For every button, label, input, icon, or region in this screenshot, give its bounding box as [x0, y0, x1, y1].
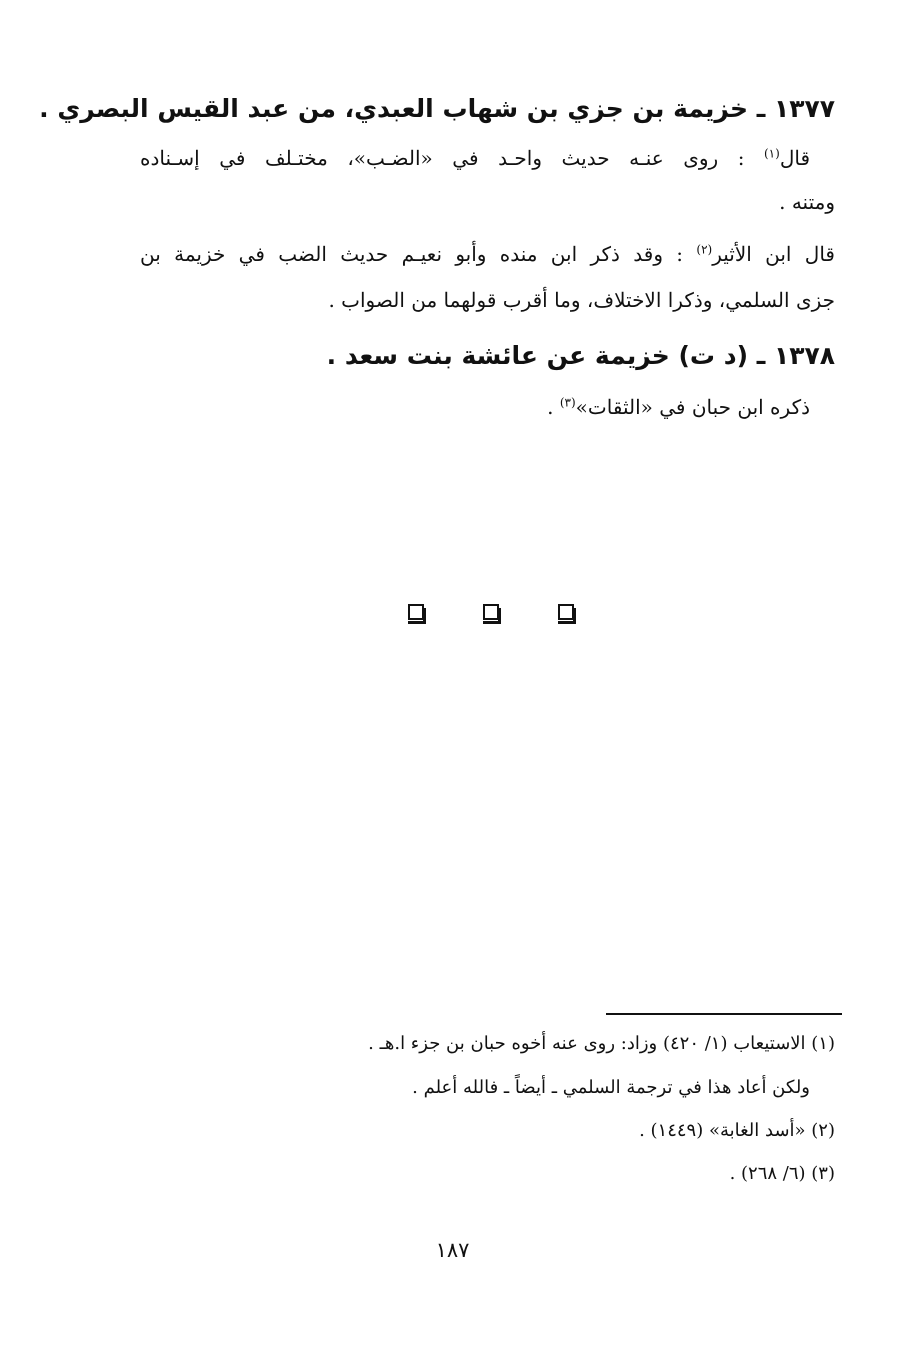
footnote-1-line-2: ولكن أعاد هذا في ترجمة السلمي ـ أيضاً ـ فالله أعلم .: [412, 1077, 810, 1098]
entry-1378-line: [547, 395, 810, 419]
entry-1377-paragraph-2-line-2: جزى السلمي، وذكرا الاختلاف، وما أقرب قولهما من الصواب .: [328, 288, 835, 312]
footnote-ref-1: (١): [763, 146, 780, 161]
entry-1377-paragraph-1-line-1: [140, 146, 810, 170]
paragraph-text: : وقد ذكر ابن منده وأبو نعيـم حديث الضب في خزيمة بن: [140, 242, 697, 266]
footnote-divider: [606, 1013, 842, 1015]
page-number: ١٨٧: [435, 1238, 470, 1262]
entry-1377-paragraph-1-line-2: ومتنه .: [779, 190, 835, 214]
footnote-ref-2: (٢): [696, 242, 713, 257]
footnote-1-line-1: (١) الاستيعاب (١/ ٤٢٠) وزاد: روى عنه أخوه حبان بن جزء ا.هـ .: [368, 1033, 835, 1054]
paragraph-text: ذكره ابن حبان في «الثقات»: [575, 395, 810, 419]
quote-label: قال: [779, 146, 810, 170]
footnote-3: (٣) (٦/ ٢٦٨) .: [729, 1163, 835, 1184]
footnote-2: (٢) «أسد الغابة» (١٤٤٩) .: [639, 1120, 835, 1141]
entry-1378-heading: ١٣٧٨ ـ (د ت) خزيمة عن عائشة بنت سعد .: [326, 341, 835, 370]
entry-1377-heading: ١٣٧٧ ـ خزيمة بن جزي بن شهاب العبدي، من عبد القيس البصري .: [39, 94, 835, 123]
boxed-square-icon: [404, 604, 424, 624]
boxed-square-icon: [479, 604, 499, 624]
quote-label: قال ابن الأثير: [712, 242, 835, 266]
footnote-ref-3: (٣): [559, 395, 576, 410]
boxed-square-icon: [554, 604, 574, 624]
paragraph-text: : روى عنـه حديث واحـد في «الضـب»، مختـلف في إسـناده: [140, 146, 764, 170]
section-separator: [404, 604, 574, 634]
line-end: .: [547, 395, 560, 419]
entry-1377-paragraph-2-line-1: [140, 242, 835, 266]
